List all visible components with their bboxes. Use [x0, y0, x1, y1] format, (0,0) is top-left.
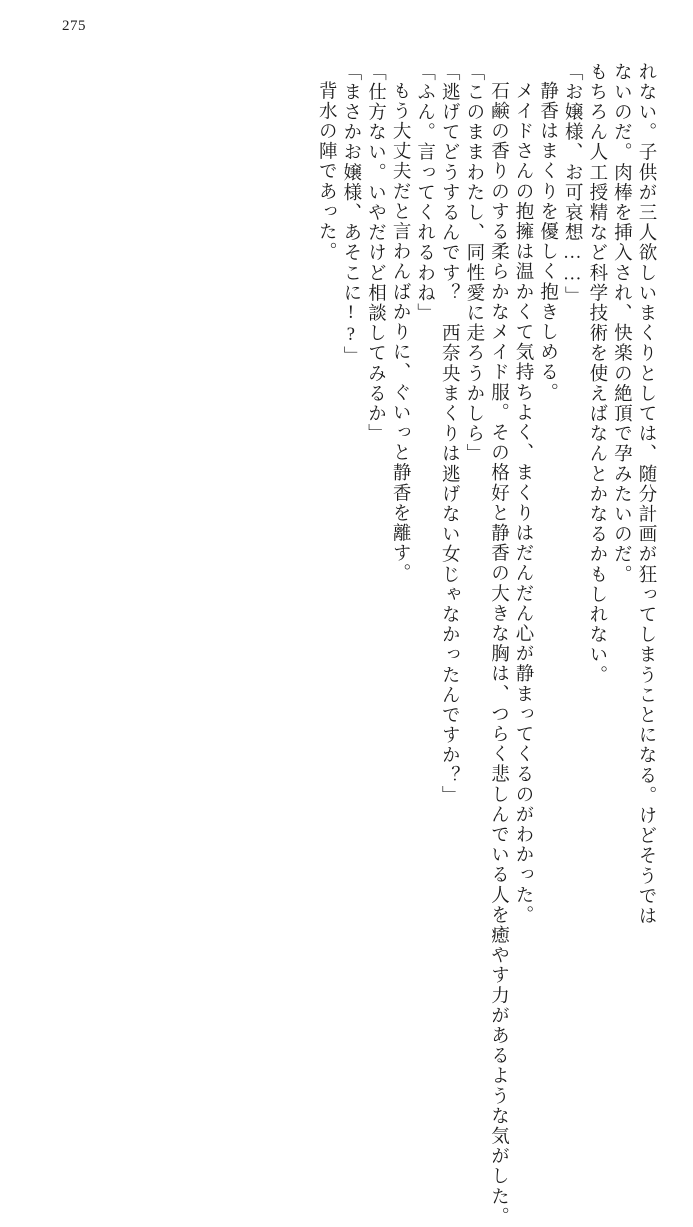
page-text-body: [45, 62, 656, 1227]
text-line: 「仕方ない。いやだけど相談してみるか」: [365, 62, 386, 444]
text-line: 静香はまくりを優しく抱きしめる。: [537, 81, 558, 403]
text-line: メイドさんの抱擁は温かくて気持ちよく、まくりはだんだん心が静まってくるのがわかった。: [513, 81, 534, 926]
text-line: 「逃げてどうするんです？ 西奈央まくりは逃げない女じゃなかったんですか？」: [439, 62, 460, 806]
text-line: 「このままわたし、同性愛に走ろうかしら」: [463, 62, 484, 464]
text-line: 「まさかお嬢様、あそこに!?」: [340, 62, 361, 367]
page-number: 275: [62, 18, 86, 34]
text-line: もちろん人工授精など科学技術を使えばなんとかなるかもしれない。: [586, 62, 607, 686]
text-line: れない。子供が三人欲しいまくりとしては、随分計画が狂ってしまうことになる。けどそうでは: [636, 62, 656, 927]
text-line: 背水の陣であった。: [316, 81, 337, 262]
text-line: 「ふん。言ってくれるわね」: [414, 62, 435, 324]
text-line: ないのだ。肉棒を挿入され、快楽の絶頂で孕みたいのだ。: [611, 62, 632, 585]
text-line: 石鹸の香りのする柔らかなメイド服。その格好と静香の大きな胸は、つらく悲しんでいる人を癒やす力があるような気がした。: [488, 81, 509, 1227]
text-line: 「お嬢様、お可哀想……」: [562, 62, 583, 307]
text-line: もう大丈夫だと言わんばかりに、ぐいっと静香を離す。: [390, 81, 411, 584]
